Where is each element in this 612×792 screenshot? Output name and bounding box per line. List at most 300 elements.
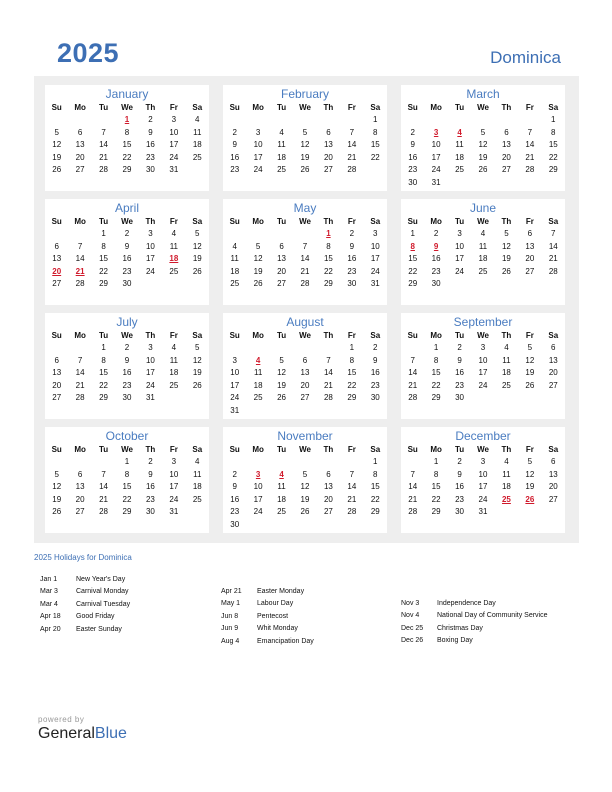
holiday-name: Pentecost <box>257 612 289 620</box>
holiday-date: Jan 1 <box>40 576 58 583</box>
empty-cell <box>270 342 293 355</box>
day-cell: 27 <box>323 165 333 175</box>
day-cell: 7 <box>349 469 355 479</box>
day-cell: 31 <box>370 279 380 289</box>
weekday-header: Mo <box>74 217 86 226</box>
day-cell: 19 <box>478 152 488 162</box>
day-cell: 21 <box>347 494 357 504</box>
month-name: April <box>114 201 139 215</box>
day-cell: 22 <box>431 494 441 504</box>
weekday-header: We <box>477 217 489 226</box>
day-cell: 22 <box>122 152 132 162</box>
empty-cell <box>471 114 494 127</box>
month-name: September <box>453 315 513 329</box>
day-cell: 25 <box>192 494 202 504</box>
day-cell: 28 <box>347 165 357 175</box>
day-cell: 4 <box>195 115 200 124</box>
day-cell: 6 <box>279 241 284 251</box>
empty-cell <box>293 114 316 127</box>
day-cell: 16 <box>370 368 380 378</box>
day-cell: 7 <box>410 469 415 479</box>
day-cell: 6 <box>77 127 83 137</box>
weekday-header: Sa <box>548 445 559 454</box>
day-cell: 20 <box>525 254 535 264</box>
day-cell: 4 <box>232 241 237 251</box>
empty-cell <box>246 228 269 241</box>
day-cell: 5 <box>255 241 261 251</box>
day-cell: 29 <box>99 279 109 289</box>
month-grid <box>223 444 387 532</box>
day-cell: 13 <box>501 140 511 150</box>
weekday-header: Su <box>229 103 240 112</box>
weekday-header: Tu <box>454 217 465 226</box>
month-name: July <box>116 315 138 329</box>
day-cell: 23 <box>230 165 240 175</box>
day-cell: 30 <box>230 519 240 529</box>
day-cell: 22 <box>431 380 441 390</box>
year-title: 2025 <box>57 38 120 68</box>
weekday-header: Tu <box>98 217 109 226</box>
day-cell: 23 <box>230 507 240 517</box>
holiday-name: Christmas Day <box>437 624 483 632</box>
empty-cell <box>495 114 518 127</box>
weekday-header: Th <box>145 103 156 112</box>
day-cell: 9 <box>457 355 462 365</box>
day-cell: 4 <box>480 229 486 238</box>
day-cell: 23 <box>145 494 155 504</box>
day-cell: 28 <box>525 165 535 175</box>
day-cell: 17 <box>455 254 465 264</box>
holiday-name: Labour Day <box>257 600 294 608</box>
day-cell: 23 <box>145 152 155 162</box>
day-cell: 30 <box>455 507 465 517</box>
empty-cell <box>518 114 541 127</box>
day-cell: 20 <box>323 152 333 162</box>
day-cell: 4 <box>171 343 177 352</box>
day-cell: 25 <box>192 152 202 162</box>
day-cell: 27 <box>300 393 310 403</box>
day-cell: 30 <box>347 279 357 289</box>
day-cell: 4 <box>195 457 200 466</box>
day-cell: 2 <box>148 457 153 466</box>
day-cell: 31 <box>230 405 240 415</box>
weekday-header: Sa <box>548 217 559 226</box>
day-cell: 17 <box>145 254 155 264</box>
day-cell: 8 <box>551 127 556 137</box>
day-cell: 14 <box>347 482 357 492</box>
empty-cell <box>223 342 246 355</box>
weekday-header: Fr <box>169 331 178 340</box>
day-cell: 27 <box>548 380 558 390</box>
day-cell: 27 <box>323 507 333 517</box>
day-cell: 16 <box>347 254 357 264</box>
day-cell: 23 <box>122 380 132 390</box>
holiday-date: Jun 9 <box>221 625 239 633</box>
weekday-header: Mo <box>74 103 86 112</box>
day-cell: 4 <box>171 229 177 238</box>
day-cell: 22 <box>99 266 109 276</box>
day-cell: 12 <box>52 140 62 150</box>
day-cell: 11 <box>169 241 178 251</box>
day-cell: 12 <box>525 355 535 365</box>
day-cell: 5 <box>195 229 200 238</box>
day-cell: 14 <box>548 241 558 251</box>
day-cell: 30 <box>145 507 155 517</box>
weekday-header: Mo <box>252 445 264 454</box>
day-cell: 10 <box>370 241 380 251</box>
day-cell: 2 <box>349 229 355 238</box>
day-cell: 14 <box>408 482 418 492</box>
holiday-entry <box>221 623 401 635</box>
empty-cell <box>246 456 269 469</box>
day-cell: 26 <box>277 393 287 403</box>
weekday-header: Tu <box>276 103 287 112</box>
day-cell: 17 <box>431 152 441 162</box>
month-name: October <box>105 429 149 443</box>
day-cell: 28 <box>408 507 418 517</box>
day-cell: 12 <box>253 254 263 264</box>
day-cell: 22 <box>370 152 380 162</box>
day-cell: 9 <box>148 127 153 137</box>
holiday-day-cell: 18 <box>169 254 179 264</box>
weekday-header: Fr <box>525 445 534 454</box>
day-cell: 11 <box>169 355 178 365</box>
month-august <box>223 313 387 419</box>
day-cell: 5 <box>527 343 533 352</box>
day-cell: 14 <box>75 368 85 378</box>
day-cell: 12 <box>501 241 511 251</box>
day-cell: 5 <box>302 127 308 137</box>
day-cell: 5 <box>54 469 59 479</box>
day-cell: 26 <box>478 165 488 175</box>
day-cell: 12 <box>192 355 202 365</box>
weekday-header: We <box>299 445 311 454</box>
day-cell: 11 <box>193 127 202 137</box>
empty-cell <box>68 228 91 241</box>
weekday-header: Fr <box>347 103 356 112</box>
day-cell: 5 <box>302 469 308 479</box>
day-cell: 26 <box>501 266 511 276</box>
day-cell: 13 <box>548 355 558 365</box>
day-cell: 18 <box>230 266 240 276</box>
holiday-entry <box>221 586 401 598</box>
day-cell: 21 <box>300 266 310 276</box>
day-cell: 28 <box>300 279 310 289</box>
holiday-date: Nov 4 <box>401 612 420 620</box>
day-cell: 29 <box>408 279 418 289</box>
day-cell: 27 <box>548 494 558 504</box>
day-cell: 20 <box>548 482 558 492</box>
day-cell: 7 <box>326 355 331 365</box>
empty-cell <box>92 456 115 469</box>
day-cell: 21 <box>525 152 535 162</box>
day-cell: 10 <box>253 482 263 492</box>
empty-cell <box>340 114 363 127</box>
day-cell: 8 <box>349 355 355 365</box>
day-cell: 11 <box>455 140 464 150</box>
holiday-column <box>401 598 581 648</box>
month-march <box>401 85 565 191</box>
day-cell: 18 <box>253 380 263 390</box>
day-cell: 20 <box>52 380 62 390</box>
day-cell: 14 <box>323 368 333 378</box>
weekday-header: Th <box>501 217 512 226</box>
empty-cell <box>340 456 363 469</box>
day-cell: 18 <box>169 368 179 378</box>
holiday-entry <box>221 636 401 648</box>
day-cell: 9 <box>148 469 153 479</box>
weekday-header: We <box>121 217 133 226</box>
day-cell: 21 <box>323 380 333 390</box>
day-cell: 12 <box>478 140 488 150</box>
day-cell: 5 <box>54 127 59 137</box>
day-cell: 18 <box>192 140 202 150</box>
day-cell: 17 <box>478 368 488 378</box>
day-cell: 13 <box>52 254 62 264</box>
day-cell: 25 <box>253 393 263 403</box>
day-cell: 8 <box>433 355 439 365</box>
day-cell: 11 <box>230 254 239 264</box>
day-cell: 2 <box>457 343 462 352</box>
month-name: May <box>293 201 317 215</box>
day-cell: 5 <box>279 355 284 365</box>
month-january <box>45 85 209 191</box>
empty-cell <box>317 114 340 127</box>
day-cell: 6 <box>326 127 331 137</box>
weekday-header: Sa <box>370 217 381 226</box>
day-cell: 15 <box>370 482 380 492</box>
day-cell: 22 <box>370 494 380 504</box>
day-cell: 15 <box>323 254 333 264</box>
day-cell: 29 <box>431 507 441 517</box>
day-cell: 26 <box>192 266 202 276</box>
day-cell: 1 <box>551 115 556 124</box>
day-cell: 7 <box>551 229 556 238</box>
day-cell: 16 <box>408 152 418 162</box>
day-cell: 15 <box>431 482 441 492</box>
holidays-title: 2025 Holidays for Dominica <box>34 553 132 562</box>
weekday-header: Su <box>51 103 62 112</box>
day-cell: 10 <box>230 368 240 378</box>
day-cell: 9 <box>373 355 378 365</box>
month-may <box>223 199 387 305</box>
month-grid <box>401 330 565 405</box>
day-cell: 17 <box>169 482 179 492</box>
day-cell: 14 <box>75 254 85 264</box>
powered-by-text: powered by <box>38 715 85 724</box>
day-cell: 11 <box>253 368 263 378</box>
day-cell: 7 <box>77 355 83 365</box>
day-cell: 12 <box>300 140 310 150</box>
day-cell: 6 <box>527 229 533 238</box>
holiday-date: Nov 3 <box>401 600 420 607</box>
month-grid <box>401 444 565 519</box>
holiday-name: Good Friday <box>76 613 115 621</box>
empty-cell <box>293 228 316 241</box>
day-cell: 1 <box>124 457 130 466</box>
day-cell: 24 <box>370 266 380 276</box>
day-cell: 2 <box>124 229 130 238</box>
day-cell: 12 <box>192 241 202 251</box>
day-cell: 8 <box>326 241 331 251</box>
day-cell: 13 <box>323 140 333 150</box>
day-cell: 24 <box>455 266 465 276</box>
weekday-header: Th <box>323 103 334 112</box>
day-cell: 1 <box>373 115 378 124</box>
day-cell: 3 <box>148 229 153 238</box>
weekday-header: Fr <box>169 445 178 454</box>
day-cell: 4 <box>279 127 284 137</box>
weekday-header: Fr <box>347 445 356 454</box>
day-cell: 3 <box>171 115 177 124</box>
weekday-header: Tu <box>454 103 465 112</box>
empty-cell <box>92 114 115 127</box>
day-cell: 31 <box>169 165 179 175</box>
holiday-day-cell: 21 <box>75 266 85 276</box>
day-cell: 4 <box>504 457 509 466</box>
day-cell: 8 <box>124 127 130 137</box>
weekday-header: Su <box>229 217 240 226</box>
weekday-header: Tu <box>276 331 287 340</box>
day-cell: 14 <box>525 140 535 150</box>
day-cell: 10 <box>145 355 155 365</box>
empty-cell <box>270 228 293 241</box>
day-cell: 10 <box>478 355 488 365</box>
day-cell: 24 <box>253 165 263 175</box>
day-cell: 16 <box>122 254 132 264</box>
day-cell: 27 <box>501 165 511 175</box>
day-cell: 6 <box>302 355 308 365</box>
day-cell: 29 <box>370 507 380 517</box>
holiday-date: Jun 8 <box>221 612 239 620</box>
day-cell: 2 <box>433 229 439 238</box>
day-cell: 5 <box>195 343 200 352</box>
day-cell: 1 <box>373 457 378 466</box>
day-cell: 3 <box>171 457 177 466</box>
day-cell: 25 <box>169 266 179 276</box>
day-cell: 28 <box>75 393 85 403</box>
day-cell: 8 <box>433 469 439 479</box>
day-cell: 15 <box>99 254 109 264</box>
holiday-name: National Day of Community Service <box>437 612 548 620</box>
day-cell: 27 <box>277 279 287 289</box>
month-name: December <box>455 429 511 443</box>
empty-cell <box>401 342 424 355</box>
day-cell: 23 <box>408 165 418 175</box>
weekday-header: Fr <box>525 331 534 340</box>
holiday-date: May 1 <box>221 600 241 608</box>
holiday-date: Apr 20 <box>40 625 61 633</box>
month-october <box>45 427 209 533</box>
day-cell: 14 <box>408 368 418 378</box>
day-cell: 7 <box>101 469 106 479</box>
holiday-day-cell: 26 <box>525 494 535 504</box>
day-cell: 7 <box>527 127 533 137</box>
day-cell: 2 <box>232 127 237 137</box>
day-cell: 26 <box>300 507 310 517</box>
month-november <box>223 427 387 533</box>
weekday-header: Tu <box>98 103 109 112</box>
weekday-header: Tu <box>276 217 287 226</box>
holiday-entry <box>221 598 401 610</box>
day-cell: 26 <box>52 507 62 517</box>
day-cell: 26 <box>300 165 310 175</box>
day-cell: 11 <box>277 482 286 492</box>
weekday-header: Th <box>323 217 334 226</box>
holiday-day-cell: 3 <box>255 469 261 479</box>
day-cell: 10 <box>455 241 465 251</box>
empty-cell <box>68 114 91 127</box>
day-cell: 3 <box>373 229 378 238</box>
day-cell: 3 <box>255 127 261 137</box>
empty-cell <box>424 114 447 127</box>
month-grid <box>223 102 387 177</box>
weekday-header: Sa <box>192 331 203 340</box>
day-cell: 23 <box>455 494 465 504</box>
month-september <box>401 313 565 419</box>
weekday-header: We <box>299 217 311 226</box>
day-cell: 3 <box>480 343 486 352</box>
day-cell: 29 <box>122 165 132 175</box>
weekday-header: We <box>477 445 489 454</box>
day-cell: 24 <box>478 494 488 504</box>
day-cell: 21 <box>408 494 418 504</box>
holiday-date: Aug 4 <box>221 637 240 645</box>
day-cell: 10 <box>169 469 179 479</box>
holiday-day-cell: 1 <box>326 229 331 238</box>
day-cell: 16 <box>122 368 132 378</box>
holiday-day-cell: 1 <box>124 115 130 124</box>
day-cell: 29 <box>431 393 441 403</box>
day-cell: 16 <box>230 494 240 504</box>
day-cell: 2 <box>124 343 130 352</box>
weekday-header: Mo <box>252 217 264 226</box>
empty-cell <box>45 114 68 127</box>
day-cell: 14 <box>99 482 109 492</box>
day-cell: 14 <box>99 140 109 150</box>
day-cell: 30 <box>455 393 465 403</box>
day-cell: 8 <box>373 469 378 479</box>
day-cell: 19 <box>52 152 62 162</box>
weekday-header: Sa <box>192 103 203 112</box>
weekday-header: Tu <box>276 445 287 454</box>
holiday-entry <box>401 623 581 635</box>
weekday-header: Mo <box>252 103 264 112</box>
day-cell: 17 <box>253 152 263 162</box>
day-cell: 7 <box>302 241 308 251</box>
day-cell: 26 <box>192 380 202 390</box>
weekday-header: Su <box>407 103 418 112</box>
holiday-day-cell: 4 <box>279 469 284 479</box>
day-cell: 28 <box>548 266 558 276</box>
day-cell: 24 <box>169 152 179 162</box>
day-cell: 14 <box>300 254 310 264</box>
day-cell: 15 <box>347 368 357 378</box>
day-cell: 17 <box>145 368 155 378</box>
month-grid <box>401 216 565 291</box>
day-cell: 31 <box>431 177 441 187</box>
day-cell: 26 <box>253 279 263 289</box>
weekday-header: Tu <box>98 445 109 454</box>
day-cell: 30 <box>145 165 155 175</box>
day-cell: 24 <box>431 165 441 175</box>
day-cell: 13 <box>75 482 85 492</box>
day-cell: 19 <box>525 482 535 492</box>
day-cell: 9 <box>232 482 237 492</box>
day-cell: 6 <box>551 343 556 352</box>
day-cell: 6 <box>326 469 331 479</box>
day-cell: 25 <box>230 279 240 289</box>
